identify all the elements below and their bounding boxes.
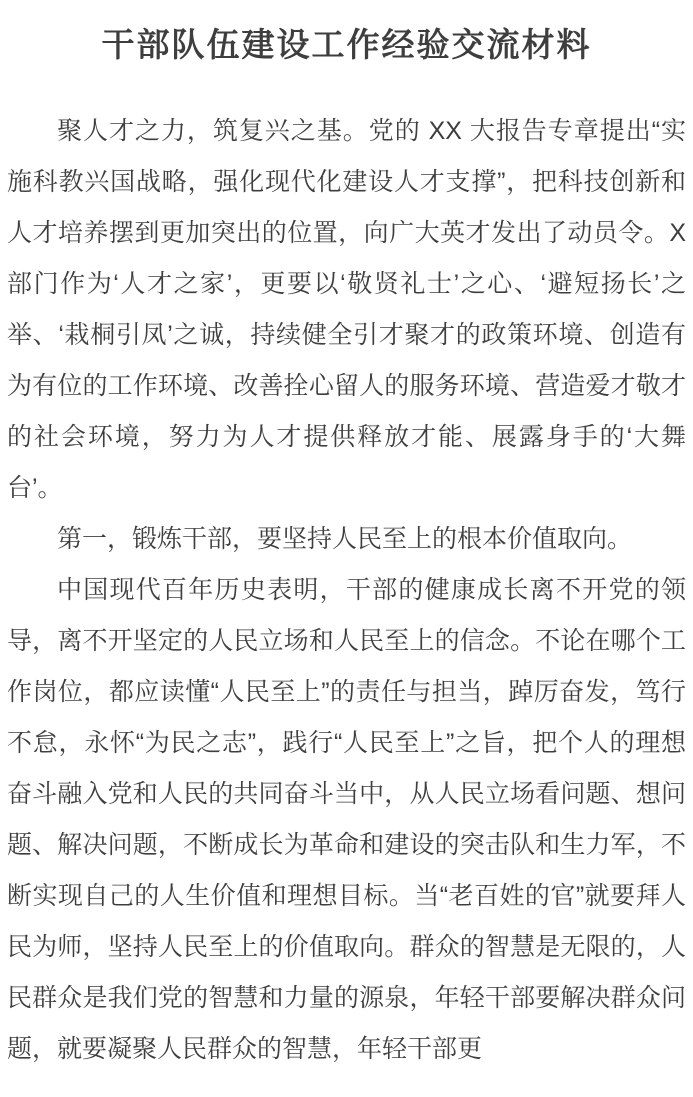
document-body: [7, 106, 686, 1075]
paragraph: 中国现代百年历史表明，干部的健康成长离不开党的领导，离不开坚定的人民立场和人民至上的信念。不论在哪个工作岗位，都应读懂“人民至上”的责任与担当，踔厉奋发，笃行不怠，永怀“为民之志”，践行“人民至上”之旨，把个人的理想奋斗融入党和人民的共同奋斗当中，从人民立场看问题、想问题、解决问题，不断成长为革命和建设的突击队和生力军，不断实现自己的人生价值和理想目标。当“老百姓的官”就要拜人民为师，坚持人民至上的价值取向。群众的智慧是无限的，人民群众是我们党的智慧和力量的源泉，年轻干部要解决群众问题，就要凝聚人民群众的智慧，年轻干部更: [7, 576, 686, 1063]
paragraph: 聚人才之力，筑复兴之基。党的 XX 大报告专章提出“实施科教兴国战略，强化现代化建设人才支撑”，把科技创新和人才培养摆到更加突出的位置，向广大英才发出了动员令。X部门作为‘人才之家’，更要以‘敬贤礼士’之心、‘避短扬长’之举、‘栽桐引凤’之诚，持续健全引才聚才的政策环境、创造有为有位的工作环境、改善拴心留人的服务环境、营造爱才敬才的社会环境，努力为人才提供释放才能、展露身手的‘大舞台’。: [7, 117, 686, 502]
paragraph: 第一，锻炼干部，要坚持人民至上的根本价值取向。: [57, 525, 633, 553]
document-title: 干部队伍建设工作经验交流材料: [101, 26, 592, 63]
